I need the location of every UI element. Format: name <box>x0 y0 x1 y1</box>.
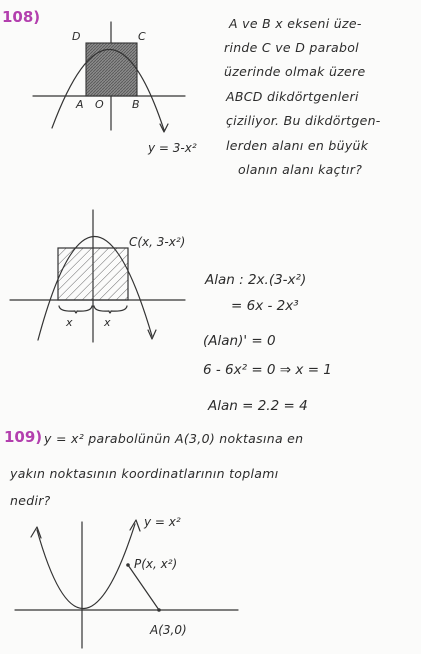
problem-108-line-5: çiziliyor. Bu dikdörtgen- <box>226 113 381 128</box>
problem-108-line-1: A ve B x ekseni üze- <box>229 16 362 31</box>
fig2-label-x-left: x <box>66 316 73 329</box>
problem-109-line-2: yakın noktasının koordinatlarının toplamı <box>10 466 279 481</box>
fig2-label-C: C(x, 3-x²) <box>129 235 186 249</box>
fig2-label-x-right: x <box>104 316 111 329</box>
fig1-label-D: D <box>72 30 81 43</box>
problem-108-line-7: olanın alanı kaçtır? <box>238 162 363 177</box>
problem-109-number: 109) <box>4 428 43 446</box>
fig3-point-A <box>157 608 161 612</box>
fig3-parabola <box>37 524 135 609</box>
problem-109-line-1: y = x² parabolünün A(3,0) noktasına en <box>44 431 304 446</box>
solution-line-5: Alan = 2.2 = 4 <box>208 398 308 414</box>
solution-line-3: (Alan)' = 0 <box>203 333 276 349</box>
problem-108-line-4: ABCD dikdörtgenleri <box>226 89 359 104</box>
fig3-curve-label: y = x² <box>144 515 181 529</box>
problem-108-number: 108) <box>2 8 41 26</box>
fig3-label-P: P(x, x²) <box>134 557 178 571</box>
solution-line-2: = 6x - 2x³ <box>231 298 299 314</box>
fig1-label-C: C <box>138 30 146 43</box>
fig3-arrow-left-icon <box>31 527 41 538</box>
fig2-brace-right <box>94 306 127 313</box>
fig1-curve-label: y = 3-x² <box>148 141 197 155</box>
fig1-label-A: A <box>76 98 84 111</box>
problem-108-line-2: rinde C ve D parabol <box>224 40 359 55</box>
fig3-label-A: A(3,0) <box>150 623 187 637</box>
problem-108-line-6: lerden alanı en büyük <box>226 138 369 153</box>
fig1-label-O: O <box>95 98 104 111</box>
problem-108-line-3: üzerinde olmak üzere <box>224 64 366 79</box>
fig2-rectangle <box>58 248 128 300</box>
problem-109-line-3: nedir? <box>10 493 51 508</box>
fig1-label-B: B <box>132 98 140 111</box>
solution-line-1: Alan : 2x.(3-x²) <box>205 272 307 288</box>
fig3-segment-PA <box>128 565 159 610</box>
solution-line-4: 6 - 6x² = 0 ⇒ x = 1 <box>203 362 332 378</box>
fig2-brace-left <box>59 306 92 313</box>
fig1-rectangle <box>86 43 137 96</box>
fig3-point-P <box>126 563 130 567</box>
fig1-arrow-icon <box>160 124 168 132</box>
